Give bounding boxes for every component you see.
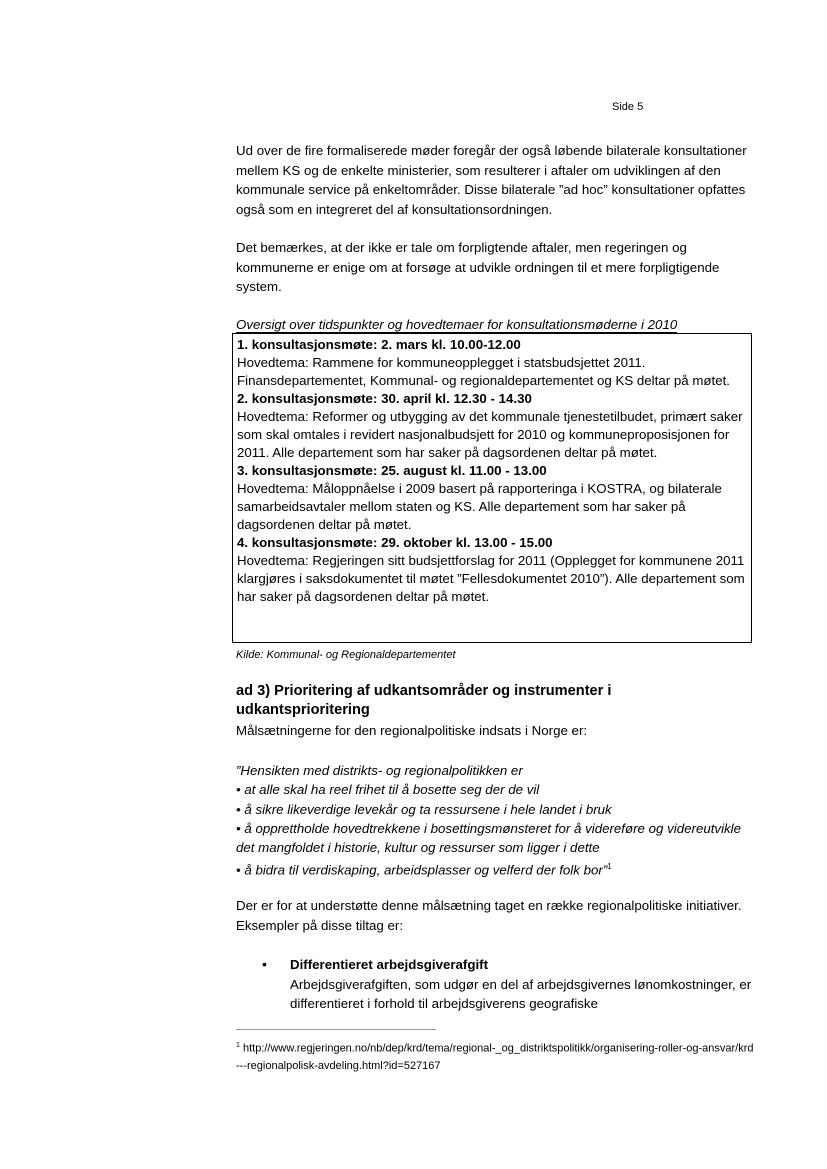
meeting-text: Hovedtema: Reformer og utbygging av det kommunale tjenestetilbudet, primært saker som skal omtales i revidert nasjonalbudsjett for 2010 og kommuneproposisjonen for 2011. Alle departement som har saker på dagsordenen deltar på møtet.: [237, 409, 743, 460]
bullet-title: Differentieret arbejdsgiverafgift: [290, 957, 489, 972]
section-intro: Målsætningerne for den regionalpolitiske indsats i Norge er:: [236, 723, 588, 738]
quote-line: ”Hensikten med distrikts- og regionalpolitikken er: [236, 763, 523, 778]
table-source: Kilde: Kommunal- og Regionaldepartementet: [236, 649, 456, 661]
meeting-2: [237, 390, 751, 462]
meeting-heading: 2. konsultasjonsmøte: 30. april kl. 12.30 - 14.30: [237, 391, 532, 406]
bullet-icon: •: [262, 956, 267, 972]
quote-line: • at alle skal ha reel frihet til å bosette seg der de vil: [236, 782, 540, 798]
table-caption: Oversigt over tidspunkter og hovedtemaer for konsultationsmøderne i 2010: [236, 317, 678, 332]
meeting-heading: 4. konsultasjonsmøte: 29. oktober kl. 13.00 - 15.00: [237, 535, 553, 550]
goals-quote: [236, 761, 756, 880]
page-number: Side 5: [612, 101, 644, 113]
footnote-reference[interactable]: 1: [607, 862, 612, 872]
footnote: [236, 1037, 756, 1075]
meeting-heading: 1. konsultasjonsmøte: 2. mars kl. 10.00-12.00: [237, 337, 521, 352]
bullet-item: [262, 955, 762, 1014]
bullet-text: Arbejdsgiverafgiften, som udgør en del af arbejdsgivernes lønomkostninger, er differentieret i forhold til arbejdsgiverens geografiske: [290, 976, 752, 1011]
footnote-number: 1: [236, 1042, 240, 1049]
quote-line: • å bidra til verdiskaping, arbeidsplasser og velferd der folk bor”: [236, 862, 608, 878]
meeting-text: Hovedtema: Rammene for kommuneopplegget i statsbudsjettet 2011. Finansdepartementet, Kommunal- og regionaldepartementet og KS deltar på møtet.: [237, 355, 730, 388]
meeting-3: [237, 462, 751, 534]
footnote-divider: [236, 1029, 436, 1030]
meetings-table: [232, 333, 752, 643]
footnote-link[interactable]: http://www.regjeringen.no/nb/dep/krd/tema/regional-_og_distriktspolitikk/organisering-roller-og-ansvar/krd---regionalpolisk-avdeling.html?id=527167: [236, 1042, 754, 1072]
quote-line: • å opprettholde hovedtrekkene i bosettingsmønsteret for å videreføre og videreutvikle det mangfoldet i historie, kultur og ressurser som ligger i dette: [236, 820, 742, 856]
paragraph-bilateral-consultations: Ud over de fire formaliserede møder foregår der også løbende bilaterale konsultationer mellem KS og de enkelte ministerier, som resulterer i aftaler om udviklingen af den kommunale service på enkeltområder. Disse bilaterale ”ad hoc” konsultationer opfattes også som en integreret del af konsultationsordningen.: [236, 143, 747, 217]
paragraph-non-binding-agreements: Det bemærkes, at der ikke er tale om forpligtende aftaler, men regeringen og kommunerne er enige om at forsøge at udvikle ordningen til et mere forpligtigende system.: [236, 240, 720, 294]
meeting-text: Hovedtema: Måloppnåelse i 2009 basert på rapporteringa i KOSTRA, og bilaterale samarbeidsavtaler mellom staten og KS. Alle departement som har saker på dagsordenen deltar på møtet.: [237, 481, 722, 532]
meeting-4: [237, 534, 751, 606]
section-heading: ad 3) Prioritering af udkantsområder og instrumenter i udkantsprioritering: [236, 683, 612, 718]
meeting-heading: 3. konsultasjonsmøte: 25. august kl. 11.00 - 13.00: [237, 463, 547, 478]
quote-line: • å sikre likeverdige levekår og ta ressursene i hele landet i bruk: [236, 801, 612, 817]
meeting-text: Hovedtema: Regjeringen sitt budsjettforslag for 2011 (Opplegget for kommunene 2011 klargjøres i saksdokumentet til møtet ”Fellesdokumentet 2010”). Alle departement som har saker på dagsordenen deltar på møtet.: [237, 553, 745, 604]
meeting-1: [237, 336, 751, 390]
initiatives-intro: Der er for at understøtte denne målsætning taget en række regionalpolitiske initiativer. Eksempler på disse tiltag er:: [236, 898, 742, 933]
